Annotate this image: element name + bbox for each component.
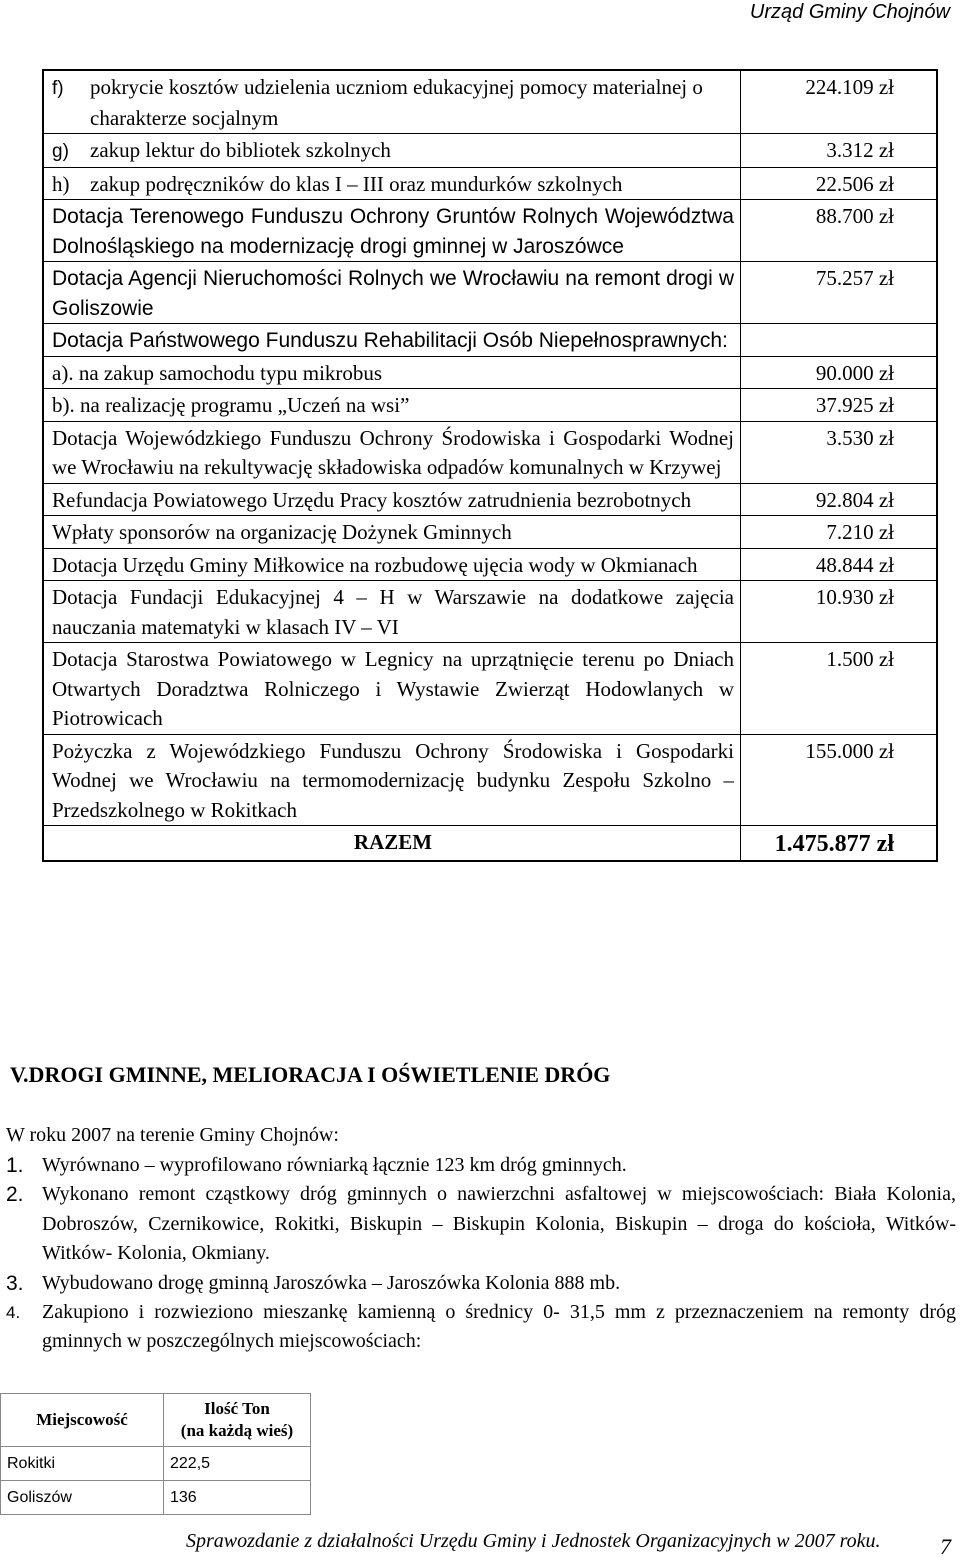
tons-cell: 222,5: [164, 1447, 311, 1481]
list-text: Wyrównano – wyprofilowano równiarką łącznie 123 km dróg gminnych.: [42, 1154, 627, 1176]
list-marker: h): [52, 171, 70, 196]
total-amount: 1.475.877 zł: [741, 826, 938, 861]
list-marker: f): [52, 78, 64, 99]
list-item: [6, 1269, 956, 1298]
list-marker: g): [52, 141, 69, 162]
table-row: [43, 70, 937, 134]
row-description: Dotacja Starostwa Powiatowego w Legnicy na uprzątnięcie terenu po Dniach Otwartych Doradztwa Rolniczego i Wystawie Zwierząt Hodowlanych w Piotrowicach: [43, 643, 741, 735]
table-row: [43, 548, 937, 581]
column-header-tons: [164, 1394, 311, 1447]
total-row: [43, 826, 937, 861]
document-footer: Sprawozdanie z działalności Urzędu Gminy i Jednostek Organizacyjnych w 2007 roku.: [186, 1530, 881, 1552]
section-title: V.DROGI GMINNE, MELIORACJA I OŚWIETLENIE DRÓG: [10, 1062, 611, 1087]
table-row: [43, 516, 937, 549]
row-amount: 1.500 zł: [741, 643, 938, 735]
column-header-place: Miejscowość: [1, 1394, 164, 1447]
row-description: Dotacja Terenowego Funduszu Ochrony Gruntów Rolnych Województwa Dolnośląskiego na modernizację drogi gminnej w Jaroszówce: [43, 200, 741, 262]
total-label: RAZEM: [43, 826, 741, 861]
row-description: Refundacja Powiatowego Urzędu Pracy kosztów zatrudnienia bezrobotnych: [43, 483, 741, 516]
place-cell: Goliszów: [1, 1481, 164, 1515]
place-cell: Rokitki: [1, 1447, 164, 1481]
table-row: [43, 134, 937, 168]
table-row: [43, 734, 937, 826]
table-row: [43, 581, 937, 643]
row-amount: 90.000 zł: [741, 356, 938, 389]
row-amount: 3.312 zł: [741, 134, 938, 168]
table-row: [43, 389, 937, 422]
row-description: pokrycie kosztów udzielenia uczniom edukacyjnej pomocy materialnej o charakterze socjalnym: [90, 75, 703, 130]
row-description: Dotacja Fundacji Edukacyjnej 4 – H w Warszawie na dodatkowe zajęcia nauczania matematyki w klasach IV – VI: [43, 581, 741, 643]
gravel-table: [0, 1393, 311, 1515]
table-row: [1, 1447, 311, 1481]
row-amount: 48.844 zł: [741, 548, 938, 581]
row-description: a). na zakup samochodu typu mikrobus: [43, 356, 741, 389]
row-description: Dotacja Urzędu Gminy Miłkowice na rozbudowę ujęcia wody w Okmianach: [43, 548, 741, 581]
row-amount: 7.210 zł: [741, 516, 938, 549]
table-row: [43, 483, 937, 516]
row-description: zakup podręczników do klas I – III oraz mundurków szkolnych: [90, 171, 623, 196]
row-amount: 155.000 zł: [741, 734, 938, 826]
row-amount: 92.804 zł: [741, 483, 938, 516]
row-amount: 88.700 zł: [741, 200, 938, 262]
tons-header-line1: Ilość Ton: [204, 1399, 270, 1418]
list-item: [6, 1180, 956, 1268]
table-row: [43, 167, 937, 200]
table-row: [43, 324, 937, 357]
table-header-row: [1, 1394, 311, 1447]
table-row: [43, 262, 937, 324]
page-number: 7: [940, 1534, 951, 1559]
list-text: Zakupiono i rozwieziono mieszankę kamienną o średnicy 0- 31,5 mm z przeznaczeniem na remonty dróg gminnych w poszczególnych miejscowościach:: [42, 1301, 956, 1353]
roads-list: [6, 1151, 956, 1357]
row-description: Wpłaty sponsorów na organizację Dożynek Gminnych: [43, 516, 741, 549]
list-number: 1.: [6, 1154, 24, 1177]
table-row: [1, 1481, 311, 1515]
list-text: Wykonano remont cząstkowy dróg gminnych o nawierzchni asfaltowej w miejscowościach: Biała Kolonia, Dobroszów, Czernikowice, Rokitki, Biskupin – Biskupin Kolonia, Biskupin – droga do kościoła, Witków- Witków- Kolonia, Okmiany.: [42, 1183, 956, 1265]
row-amount: 22.506 zł: [741, 167, 938, 200]
document-header: Urząd Gminy Chojnów: [749, 1, 950, 23]
row-description: Dotacja Wojewódzkiego Funduszu Ochrony Środowiska i Gospodarki Wodnej we Wrocławiu na rekultywację składowiska odpadów komunalnych w Krzywej: [43, 421, 741, 483]
row-amount: 224.109 zł: [741, 70, 938, 134]
list-text: Wybudowano drogę gminną Jaroszówka – Jaroszówka Kolonia 888 mb.: [42, 1271, 621, 1294]
list-item: [6, 1151, 956, 1180]
tons-header-line2: (na każdą wieś): [180, 1421, 294, 1440]
list-number: 2.: [6, 1183, 24, 1207]
list-number: 3.: [6, 1271, 24, 1295]
list-item: [6, 1298, 956, 1357]
row-amount: 75.257 zł: [741, 262, 938, 324]
section-intro: W roku 2007 na terenie Gminy Chojnów:: [6, 1124, 339, 1146]
row-description: Pożyczka z Wojewódzkiego Funduszu Ochrony Środowiska i Gospodarki Wodnej we Wrocławiu na termomodernizację budynku Zespołu Szkolno – Przedszkolnego w Rokitkach: [43, 734, 741, 826]
row-amount: 3.530 zł: [741, 421, 938, 483]
tons-cell: 136: [164, 1481, 311, 1515]
row-description: zakup lektur do bibliotek szkolnych: [90, 138, 391, 162]
row-amount: [741, 324, 938, 357]
row-description: Dotacja Agencji Nieruchomości Rolnych we Wrocławiu na remont drogi w Goliszowie: [43, 262, 741, 324]
table-row: [43, 356, 937, 389]
row-amount: 10.930 zł: [741, 581, 938, 643]
table-row: [43, 643, 937, 735]
table-row: [43, 200, 937, 262]
table-row: [43, 421, 937, 483]
funding-table: [42, 69, 938, 862]
row-amount: 37.925 zł: [741, 389, 938, 422]
row-description: Dotacja Państwowego Funduszu Rehabilitacji Osób Niepełnosprawnych:: [43, 324, 741, 357]
row-description: b). na realizację programu „Uczeń na wsi”: [43, 389, 741, 422]
list-number: 4.: [6, 1303, 21, 1323]
